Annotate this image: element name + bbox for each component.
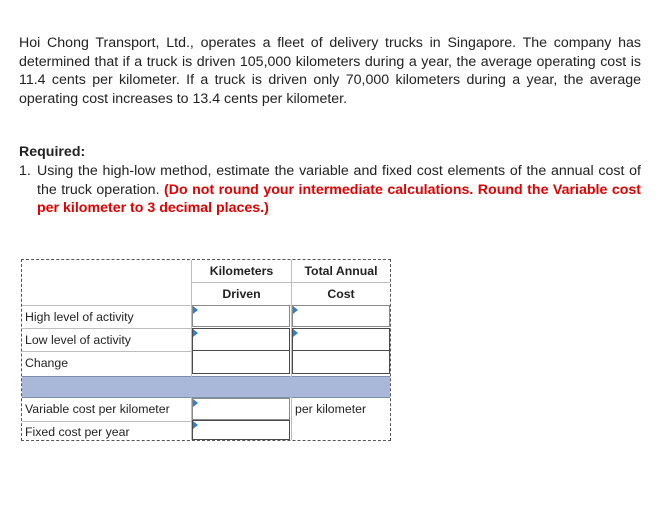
change-km-field[interactable] bbox=[192, 351, 290, 374]
header-divider bbox=[191, 282, 390, 283]
high-km-input[interactable] bbox=[192, 305, 290, 327]
band-cell bbox=[292, 376, 390, 398]
row-divider bbox=[22, 421, 191, 422]
requirement-text bbox=[37, 162, 641, 218]
header-kilometers-line2: Driven bbox=[222, 287, 261, 301]
fixed-cost-label: Fixed cost per year bbox=[25, 425, 130, 439]
row-divider bbox=[22, 328, 191, 329]
fixed-cost-input[interactable] bbox=[192, 420, 290, 440]
row-label-high: High level of activity bbox=[25, 310, 134, 324]
band-cell bbox=[192, 376, 290, 398]
variable-cost-unit: per kilometer bbox=[295, 402, 367, 416]
variable-cost-input[interactable] bbox=[192, 398, 290, 420]
header-cost-line1: Total Annual bbox=[304, 264, 378, 278]
row-label-change: Change bbox=[25, 356, 69, 370]
change-cost-field[interactable] bbox=[292, 351, 390, 374]
row-label-low: Low level of activity bbox=[25, 333, 131, 347]
header-cost-line2: Cost bbox=[327, 287, 355, 301]
problem-intro: Hoi Chong Transport, Ltd., operates a fleet of delivery trucks in Singapore. The company has determined that if a truck is driven 105,000 kilometers during a year, the average operating cost is 11.4 cents per kilometer. If a truck is driven only 70,000 kilometers during a year, the average operating cost increases to 13.4 cents per kilometer. bbox=[19, 35, 641, 107]
header-kilometers-line1: Kilometers bbox=[209, 264, 274, 278]
low-km-input[interactable] bbox=[192, 328, 290, 351]
requirement-number: 1. bbox=[19, 163, 31, 179]
requirement-instruction: (Do not round your intermediate calculations. Round the Variable cost per kilometer to 3 decimal places.) bbox=[37, 181, 641, 217]
separator-band bbox=[22, 376, 390, 398]
high-cost-input[interactable] bbox=[292, 305, 390, 327]
required-heading: Required: bbox=[19, 144, 86, 160]
requirement-item bbox=[19, 162, 641, 218]
row-divider bbox=[22, 351, 191, 352]
band-cell bbox=[22, 376, 191, 398]
low-cost-input[interactable] bbox=[292, 328, 390, 351]
high-low-table bbox=[21, 259, 391, 441]
requirement-body: Using the high-low method, estimate the variable and fixed cost elements of the annual cost of the truck operation. bbox=[37, 163, 641, 198]
variable-cost-label: Variable cost per kilometer bbox=[25, 402, 170, 416]
